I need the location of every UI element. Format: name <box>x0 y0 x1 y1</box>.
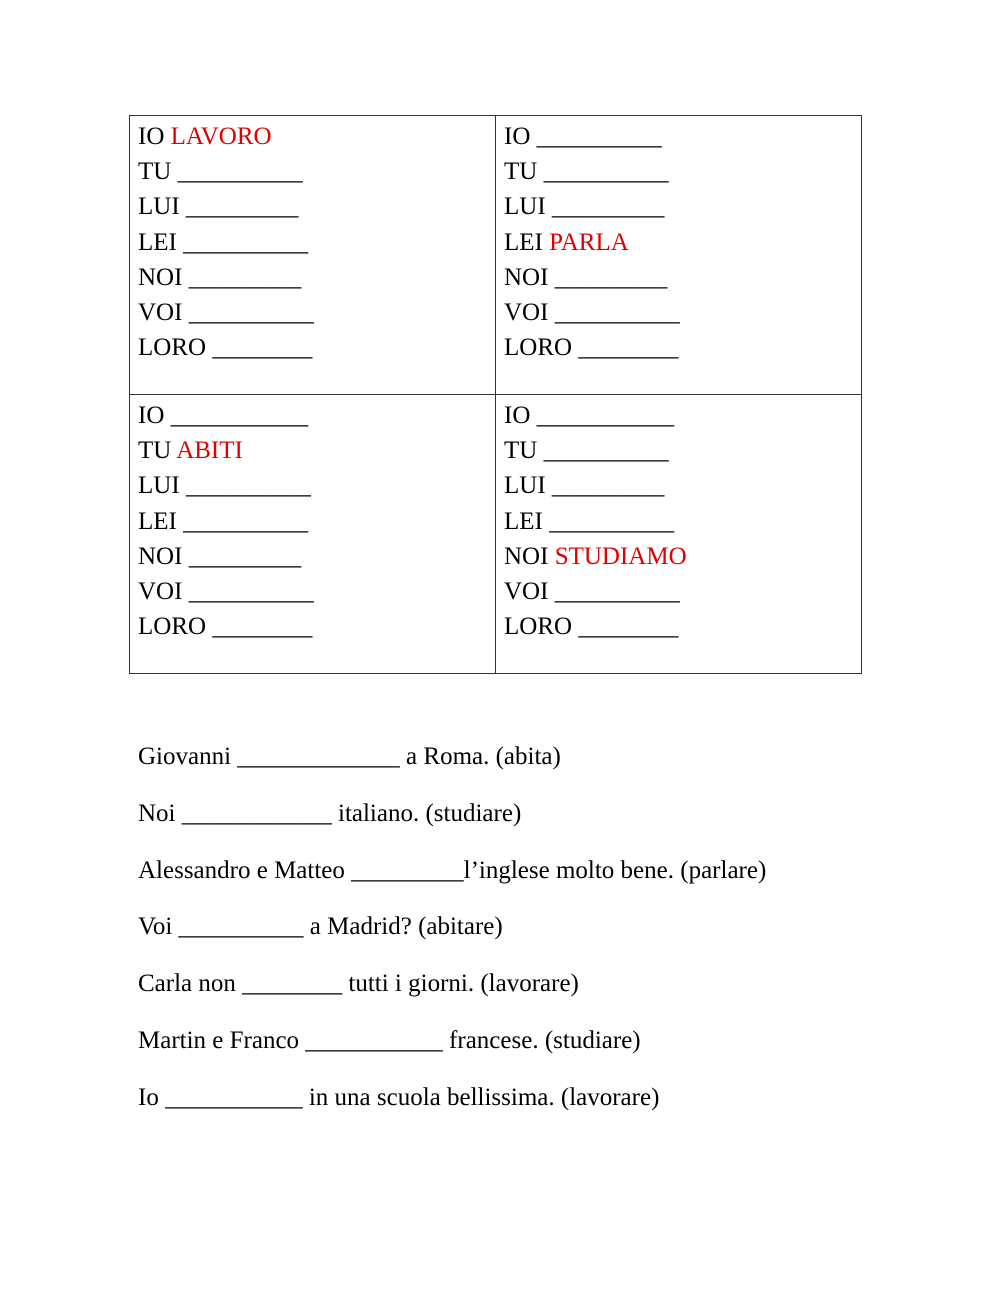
pronoun-label: VOI <box>138 577 183 605</box>
conjugation-line <box>138 468 487 503</box>
conjugation-line <box>138 330 487 365</box>
conjugation-line <box>504 154 853 189</box>
pronoun-label: IO <box>504 402 531 429</box>
answer-blank[interactable]: ___________ <box>536 402 675 429</box>
conjugation-line <box>504 609 853 644</box>
conjugation-line <box>138 225 487 260</box>
pronoun-label: NOI <box>138 263 183 291</box>
fill-in-sentences <box>138 737 988 1135</box>
pronoun-label: TU <box>138 437 172 465</box>
pronoun-label: TU <box>138 158 172 186</box>
grid-row <box>130 116 862 395</box>
conjugation-grid <box>129 115 862 674</box>
conjugation-line <box>138 119 487 154</box>
answer-blank[interactable]: _________ <box>551 193 665 221</box>
conjugation-line <box>138 260 487 295</box>
answer-blank[interactable]: __________ <box>177 158 303 186</box>
conjugation-line <box>138 433 487 468</box>
conjugation-line <box>504 539 853 574</box>
pronoun-label: VOI <box>504 577 549 605</box>
conjugation-line <box>138 154 487 189</box>
exercise-sentence: Giovanni _____________ a Roma. (abita) <box>138 743 561 770</box>
pronoun-label: TU <box>504 437 538 465</box>
conjugation-line <box>504 260 853 295</box>
answer-blank[interactable]: ________ <box>212 613 313 641</box>
conjugation-cell-abitare <box>130 395 496 674</box>
answer-blank[interactable]: _________ <box>188 263 302 291</box>
conjugation-line <box>138 574 487 609</box>
conjugation-cell-parlare <box>496 116 862 395</box>
pronoun-label: LEI <box>504 228 543 256</box>
answer-blank[interactable]: _________ <box>554 263 668 291</box>
pronoun-label: LUI <box>138 472 180 500</box>
answer-blank[interactable]: __________ <box>188 577 314 605</box>
pronoun-label: IO <box>504 123 531 150</box>
conjugation-line <box>504 330 853 365</box>
conjugation-line <box>504 119 853 154</box>
conjugation-line <box>504 504 853 539</box>
conjugation-line <box>504 225 853 260</box>
pronoun-label: VOI <box>138 298 183 326</box>
pronoun-label: NOI <box>504 263 549 291</box>
exercise-sentence: Io ___________ in una scuola bellissima. (lavorare) <box>138 1083 660 1111</box>
conjugation-line <box>138 609 487 644</box>
pronoun-label: LUI <box>138 193 180 221</box>
pronoun-label: LEI <box>138 228 177 256</box>
conjugation-line <box>504 433 853 468</box>
answer-blank[interactable]: ________ <box>578 334 679 362</box>
pronoun-label: LEI <box>504 507 543 535</box>
pronoun-label: LORO <box>504 334 573 362</box>
pronoun-label: LUI <box>504 193 546 221</box>
answer-blank[interactable]: ________ <box>578 613 679 641</box>
conjugation-line <box>504 295 853 330</box>
pronoun-label: LORO <box>138 613 207 641</box>
conjugation-line <box>504 189 853 224</box>
conjugation-line <box>138 189 487 224</box>
conjugation-line <box>138 295 487 330</box>
answer-blank[interactable]: _________ <box>185 193 299 221</box>
conjugation-cell-studiare <box>496 395 862 674</box>
pronoun-label: IO <box>138 123 165 150</box>
answer-blank[interactable]: __________ <box>183 507 309 535</box>
answer-blank[interactable]: __________ <box>536 123 662 150</box>
conjugation-line <box>504 398 853 433</box>
exercise-sentence: Martin e Franco ___________ francese. (studiare) <box>138 1026 641 1054</box>
pronoun-label: LORO <box>504 613 573 641</box>
answer-blank[interactable]: ___________ <box>170 402 309 429</box>
answer-blank[interactable]: __________ <box>543 437 669 465</box>
pronoun-label: IO <box>138 402 165 429</box>
exercise-sentence: Alessandro e Matteo _________l’inglese molto bene. (parlare) <box>138 856 767 884</box>
answer-blank[interactable]: __________ <box>543 158 669 186</box>
answer-blank[interactable]: __________ <box>183 228 309 256</box>
conjugation-line <box>138 398 487 433</box>
pronoun-label: VOI <box>504 298 549 326</box>
answer-blank[interactable]: __________ <box>554 298 680 326</box>
exercise-sentence: Voi __________ a Madrid? (abitare) <box>138 913 503 941</box>
answer-blank[interactable]: ________ <box>212 334 313 362</box>
example-verb-form: LAVORO <box>170 123 272 150</box>
pronoun-label: NOI <box>138 542 183 570</box>
example-verb-form: PARLA <box>549 228 629 256</box>
answer-blank[interactable]: _________ <box>188 542 302 570</box>
conjugation-line <box>504 468 853 503</box>
answer-blank[interactable]: __________ <box>188 298 314 326</box>
answer-blank[interactable]: __________ <box>185 472 311 500</box>
pronoun-label: LEI <box>138 507 177 535</box>
conjugation-line <box>138 539 487 574</box>
pronoun-label: LUI <box>504 472 546 500</box>
exercise-sentence: Noi ____________ italiano. (studiare) <box>138 799 522 827</box>
example-verb-form: STUDIAMO <box>554 542 687 570</box>
conjugation-cell-lavorare <box>130 116 496 395</box>
answer-blank[interactable]: __________ <box>554 577 680 605</box>
pronoun-label: NOI <box>504 542 549 570</box>
exercise-sentence: Carla non ________ tutti i giorni. (lavorare) <box>138 970 579 998</box>
example-verb-form: ABITI <box>176 437 243 465</box>
pronoun-label: TU <box>504 158 538 186</box>
answer-blank[interactable]: __________ <box>549 507 675 535</box>
grid-row <box>130 395 862 674</box>
answer-blank[interactable]: _________ <box>551 472 665 500</box>
pronoun-label: LORO <box>138 334 207 362</box>
conjugation-line <box>504 574 853 609</box>
conjugation-line <box>138 504 487 539</box>
